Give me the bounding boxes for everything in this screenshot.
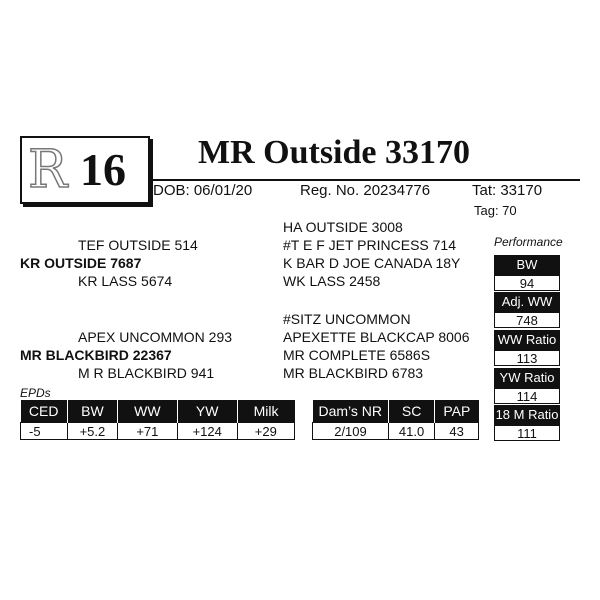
perf-value-yw-ratio: 114: [494, 388, 560, 404]
dam-stats-table: [312, 400, 479, 440]
sire-sire-sire: TEF OUTSIDE 514: [78, 237, 198, 253]
epd-value-milk: +29: [237, 423, 294, 440]
perf-value-18m-ratio: 111: [494, 425, 560, 441]
perf-value-adj-ww: 748: [494, 312, 560, 328]
epd-value-ww: +71: [117, 423, 177, 440]
sire-sire-dam: KR LASS 5674: [78, 273, 173, 289]
sire-sire: KR OUTSIDE 7687: [20, 255, 142, 271]
perf-label-adj-ww: Adj. WW: [494, 292, 560, 312]
performance-title: Performance: [494, 235, 563, 249]
tag-number: Tag: 70: [474, 203, 517, 218]
epd-header-yw: YW: [177, 400, 237, 423]
dam-dam-left: M R BLACKBIRD 941: [78, 365, 215, 381]
dam-header-sc: SC: [389, 400, 435, 423]
header-divider: [150, 179, 580, 181]
epd-value-ced: -5: [21, 423, 68, 440]
dam-value-nr: 2/109: [313, 423, 389, 440]
perf-label-ww-ratio: WW Ratio: [494, 330, 560, 350]
lot-box: [20, 136, 150, 204]
dam-right-b: MR BLACKBIRD 6783: [283, 365, 424, 381]
epd-value-bw: +5.2: [67, 423, 117, 440]
perf-label-yw-ratio: YW Ratio: [494, 368, 560, 388]
sire-dam-sire: HA OUTSIDE 3008: [283, 219, 403, 235]
dam-sire-dam: WK LASS 2458: [283, 273, 381, 289]
epd-header-milk: Milk: [237, 400, 294, 423]
dam-header-nr: Dam’s NR: [313, 400, 389, 423]
animal-name: MR Outside 33170: [198, 134, 470, 171]
epd-value-yw: +124: [177, 423, 237, 440]
dam-sire-sire: K BAR D JOE CANADA 18Y: [283, 255, 461, 271]
dam-sire-left: APEX UNCOMMON 293: [78, 329, 233, 345]
epd-table: [20, 400, 295, 440]
epd-header-bw: BW: [67, 400, 117, 423]
epd-header-ww: WW: [117, 400, 177, 423]
perf-label-bw: BW: [494, 255, 560, 275]
perf-value-ww-ratio: 113: [494, 350, 560, 366]
perf-label-18m-ratio: 18 M Ratio: [494, 405, 560, 425]
dam: MR BLACKBIRD 22367: [20, 347, 172, 363]
sire-dam-dam: #T E F JET PRINCESS 714: [283, 237, 456, 253]
registration-number: Reg. No. 20234776: [300, 182, 431, 199]
lot-number: 16: [80, 144, 126, 195]
dam-header-pap: PAP: [435, 400, 479, 423]
tattoo: Tat: 33170: [472, 182, 543, 199]
dam-right-mid: APEXETTE BLACKCAP 8006: [283, 329, 470, 345]
dam-right-a: MR COMPLETE 6586S: [283, 347, 431, 363]
dam-value-sc: 41.0: [389, 423, 435, 440]
ranch-logo: R: [28, 140, 68, 200]
dam-dam-top: #SITZ UNCOMMON: [283, 311, 411, 327]
perf-value-bw: 94: [494, 275, 560, 291]
epd-header-ced: CED: [21, 400, 68, 423]
epds-title: EPDs: [20, 386, 51, 400]
dob: DOB: 06/01/20: [153, 182, 253, 199]
dam-value-pap: 43: [435, 423, 479, 440]
